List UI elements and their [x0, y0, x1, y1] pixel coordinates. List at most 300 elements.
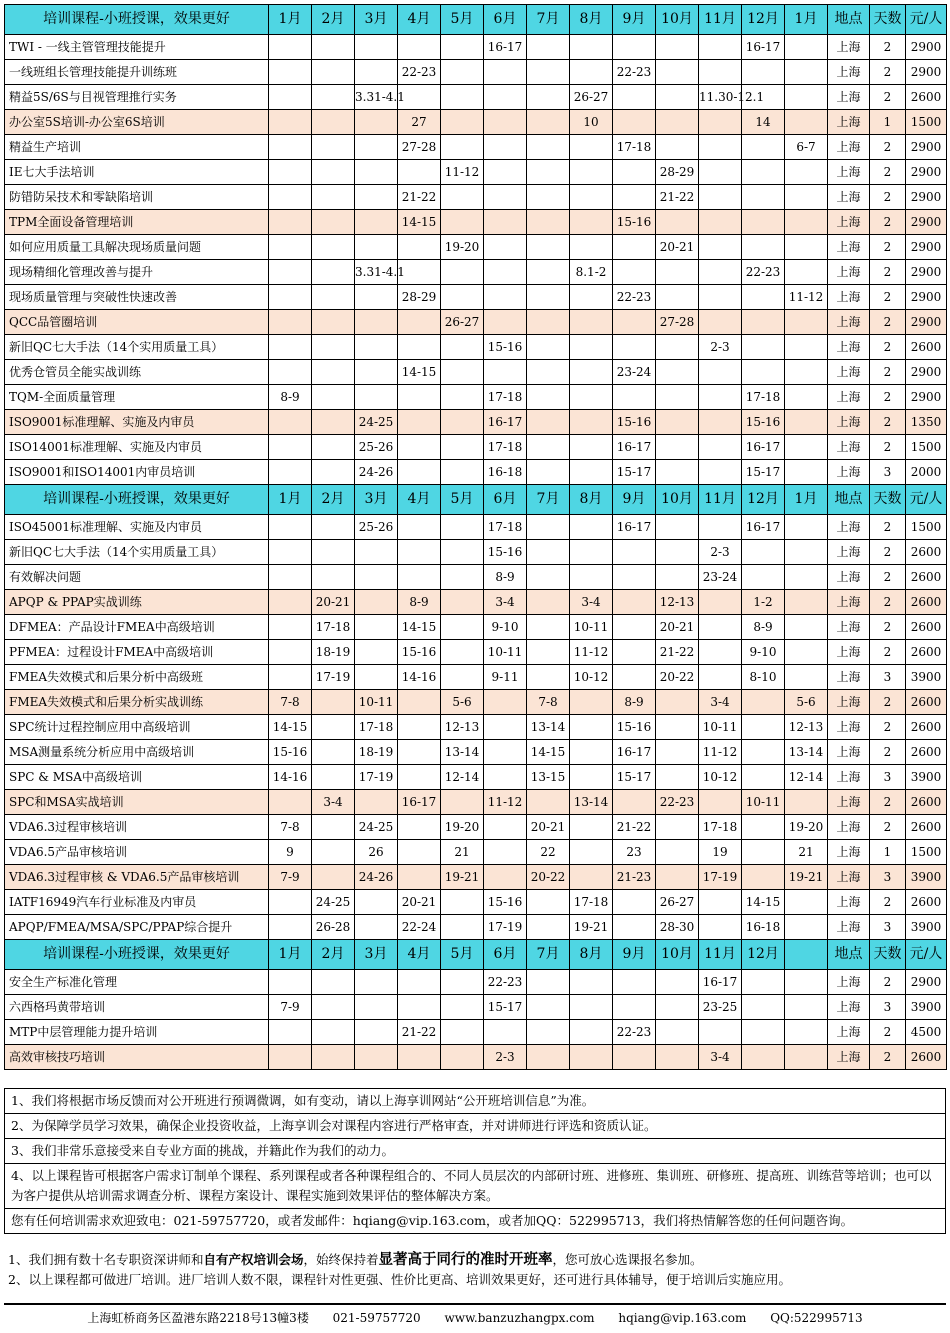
- days-cell: 1: [870, 110, 906, 135]
- date-cell: [699, 235, 742, 260]
- date-cell: [312, 540, 355, 565]
- date-cell: [613, 970, 656, 995]
- date-cell: 20-21: [312, 590, 355, 615]
- date-cell: [785, 790, 828, 815]
- date-cell: [269, 540, 312, 565]
- header-cell: 元/人: [906, 5, 947, 35]
- days-cell: 2: [870, 540, 906, 565]
- footer-address: 上海虹桥商务区盈港东路2218号13幢3楼: [87, 1311, 309, 1325]
- date-cell: [441, 665, 484, 690]
- date-cell: [570, 515, 613, 540]
- date-cell: 16-17: [398, 790, 441, 815]
- date-cell: [785, 970, 828, 995]
- date-cell: [441, 35, 484, 60]
- course-row: [5, 715, 947, 740]
- date-cell: [570, 715, 613, 740]
- date-cell: [312, 310, 355, 335]
- date-cell: [441, 995, 484, 1020]
- price-cell: 1500: [906, 110, 947, 135]
- date-cell: [785, 260, 828, 285]
- date-cell: [269, 615, 312, 640]
- date-cell: [398, 540, 441, 565]
- location-cell: 上海: [828, 815, 870, 840]
- date-cell: [699, 410, 742, 435]
- date-cell: [656, 60, 699, 85]
- bottom-note-1-c: ，始终保持着: [303, 1252, 379, 1267]
- header-cell: 8月: [570, 940, 613, 970]
- date-cell: [785, 615, 828, 640]
- price-cell: 2900: [906, 60, 947, 85]
- date-cell: [570, 185, 613, 210]
- date-cell: [355, 285, 398, 310]
- course-name: TPM全面设备管理培训: [5, 210, 269, 235]
- date-cell: [484, 740, 527, 765]
- date-cell: [570, 335, 613, 360]
- date-cell: 16-17: [742, 515, 785, 540]
- date-cell: 26-27: [441, 310, 484, 335]
- date-cell: [398, 815, 441, 840]
- location-cell: 上海: [828, 1020, 870, 1045]
- note-4: 4、以上课程皆可根据客户需求订制单个课程、系列课程或者各种课程组合的、不同人员层次的内部研讨班、进修班、集训班、研修班、提高班、训练营等培训；也可以为客户提供从培训需求调查分析、课程方案设计、课程实施到效果评估的整体解决方案。: [5, 1164, 946, 1209]
- date-cell: [613, 890, 656, 915]
- date-cell: [355, 235, 398, 260]
- header-cell: 9月: [613, 5, 656, 35]
- date-cell: 9-10: [742, 640, 785, 665]
- date-cell: [785, 1020, 828, 1045]
- date-cell: 26-28: [312, 915, 355, 940]
- location-cell: 上海: [828, 35, 870, 60]
- footer-email[interactable]: hqiang@vip.163.com: [618, 1311, 747, 1325]
- date-cell: 11-12: [699, 740, 742, 765]
- header-cell: 12月: [742, 5, 785, 35]
- date-cell: 10-11: [699, 715, 742, 740]
- date-cell: [398, 435, 441, 460]
- date-cell: [699, 35, 742, 60]
- date-cell: [484, 285, 527, 310]
- days-cell: 3: [870, 865, 906, 890]
- date-cell: 3-4: [312, 790, 355, 815]
- date-cell: [484, 310, 527, 335]
- date-cell: [656, 110, 699, 135]
- date-cell: [785, 185, 828, 210]
- date-cell: 20-22: [527, 865, 570, 890]
- date-cell: [699, 590, 742, 615]
- footer-website[interactable]: www.banzuzhangpx.com: [444, 1311, 595, 1325]
- course-row: [5, 85, 947, 110]
- date-cell: 11.30-12.1: [699, 85, 742, 110]
- date-cell: [355, 110, 398, 135]
- date-cell: [355, 640, 398, 665]
- date-cell: [312, 765, 355, 790]
- header-cell: 1月: [785, 5, 828, 35]
- date-cell: 15-16: [398, 640, 441, 665]
- date-cell: 14-15: [398, 210, 441, 235]
- date-cell: 16-17: [613, 435, 656, 460]
- date-cell: 16-17: [699, 970, 742, 995]
- course-name: APQP/FMEA/MSA/SPC/PPAP综合提升: [5, 915, 269, 940]
- date-cell: [441, 110, 484, 135]
- note-1: 1、我们将根据市场反馈而对公开班进行预调微调，如有变动，请以上海享训网站“公开班培训信息”为准。: [5, 1089, 946, 1114]
- date-cell: [742, 235, 785, 260]
- date-cell: [656, 135, 699, 160]
- date-cell: 17-18: [312, 615, 355, 640]
- header-cell: 5月: [441, 940, 484, 970]
- date-cell: [742, 135, 785, 160]
- course-name: APQP & PPAP实战训练: [5, 590, 269, 615]
- price-cell: 2900: [906, 260, 947, 285]
- course-name: 新旧QC七大手法（14个实用质量工具）: [5, 540, 269, 565]
- date-cell: [656, 85, 699, 110]
- date-cell: [699, 1020, 742, 1045]
- date-cell: [785, 995, 828, 1020]
- course-name: ISO9001标准理解、实施及内审员: [5, 410, 269, 435]
- course-row: [5, 1020, 947, 1045]
- date-cell: [785, 335, 828, 360]
- price-cell: 2900: [906, 970, 947, 995]
- header-cell: 3月: [355, 485, 398, 515]
- note-3: 3、我们非常乐意接受来自专业方面的挑战，并籍此作为我们的动力。: [5, 1139, 946, 1164]
- header-cell: 天数: [870, 485, 906, 515]
- date-cell: [785, 360, 828, 385]
- date-cell: 10-12: [570, 665, 613, 690]
- date-cell: [742, 310, 785, 335]
- date-cell: [355, 565, 398, 590]
- date-cell: [312, 740, 355, 765]
- date-cell: 17-18: [355, 715, 398, 740]
- date-cell: [312, 210, 355, 235]
- price-cell: 2600: [906, 790, 947, 815]
- contact-note: 您有任何培训需求欢迎致电：021-59757720，或者发邮件：hqiang@vip.163.com，或者加QQ：522995713，我们将热情解答您的任何问题咨询。: [5, 1209, 946, 1234]
- price-cell: 2900: [906, 210, 947, 235]
- date-cell: [785, 435, 828, 460]
- date-cell: [699, 665, 742, 690]
- date-cell: 7-9: [269, 865, 312, 890]
- date-cell: [742, 1045, 785, 1070]
- date-cell: 9-11: [484, 665, 527, 690]
- date-cell: [484, 210, 527, 235]
- price-cell: 2600: [906, 565, 947, 590]
- date-cell: [398, 715, 441, 740]
- header-cell: 3月: [355, 940, 398, 970]
- date-cell: 9: [269, 840, 312, 865]
- date-cell: 24-25: [355, 815, 398, 840]
- date-cell: [484, 765, 527, 790]
- date-cell: [355, 1020, 398, 1045]
- date-cell: 13-14: [441, 740, 484, 765]
- date-cell: 13-14: [570, 790, 613, 815]
- date-cell: [785, 460, 828, 485]
- date-cell: [441, 915, 484, 940]
- date-cell: [441, 970, 484, 995]
- date-cell: [699, 515, 742, 540]
- note-2: 2、为保障学员学习效果，确保企业投资收益，上海享训会对课程内容进行严格审查，并对讲师进行评选和资质认证。: [5, 1114, 946, 1139]
- date-cell: [398, 235, 441, 260]
- date-cell: [656, 210, 699, 235]
- date-cell: 23: [613, 840, 656, 865]
- date-cell: 15-16: [484, 540, 527, 565]
- date-cell: [355, 890, 398, 915]
- date-cell: 16-17: [742, 35, 785, 60]
- date-cell: [699, 260, 742, 285]
- date-cell: [484, 815, 527, 840]
- date-cell: [742, 715, 785, 740]
- date-cell: [656, 1045, 699, 1070]
- date-cell: 7-9: [269, 995, 312, 1020]
- date-cell: [785, 210, 828, 235]
- price-cell: 2900: [906, 360, 947, 385]
- date-cell: [742, 690, 785, 715]
- date-cell: [355, 310, 398, 335]
- date-cell: [527, 640, 570, 665]
- days-cell: 2: [870, 135, 906, 160]
- date-cell: [570, 160, 613, 185]
- date-cell: 8-9: [398, 590, 441, 615]
- course-row: [5, 185, 947, 210]
- date-cell: [742, 185, 785, 210]
- date-cell: [742, 995, 785, 1020]
- days-cell: 2: [870, 285, 906, 310]
- date-cell: [742, 970, 785, 995]
- location-cell: 上海: [828, 1045, 870, 1070]
- date-cell: [527, 385, 570, 410]
- date-cell: [656, 410, 699, 435]
- price-cell: 2600: [906, 1045, 947, 1070]
- course-name: FMEA失效模式和后果分析中高级班: [5, 665, 269, 690]
- date-cell: [269, 185, 312, 210]
- header-cell: 8月: [570, 5, 613, 35]
- date-cell: [613, 565, 656, 590]
- date-cell: 19-21: [441, 865, 484, 890]
- date-cell: [312, 285, 355, 310]
- header-cell: [785, 940, 828, 970]
- course-name: VDA6.3过程审核培训: [5, 815, 269, 840]
- price-cell: 2900: [906, 310, 947, 335]
- date-cell: [484, 840, 527, 865]
- location-cell: 上海: [828, 715, 870, 740]
- date-cell: [355, 590, 398, 615]
- course-row: [5, 640, 947, 665]
- course-row: [5, 335, 947, 360]
- date-cell: [269, 210, 312, 235]
- date-cell: [355, 790, 398, 815]
- date-cell: [656, 35, 699, 60]
- date-cell: [527, 590, 570, 615]
- price-cell: 1500: [906, 840, 947, 865]
- date-cell: 21-22: [398, 1020, 441, 1045]
- date-cell: [355, 160, 398, 185]
- course-row: [5, 310, 947, 335]
- course-name: SPC和MSA实战培训: [5, 790, 269, 815]
- course-name: 如何应用质量工具解决现场质量问题: [5, 235, 269, 260]
- date-cell: 17-18: [613, 135, 656, 160]
- date-cell: [570, 35, 613, 60]
- location-cell: 上海: [828, 790, 870, 815]
- date-cell: [398, 740, 441, 765]
- date-cell: [656, 565, 699, 590]
- date-cell: 21-22: [613, 815, 656, 840]
- date-cell: 28-29: [398, 285, 441, 310]
- days-cell: 2: [870, 1020, 906, 1045]
- date-cell: [613, 110, 656, 135]
- date-cell: 14-16: [269, 765, 312, 790]
- header-cell: 6月: [484, 5, 527, 35]
- header-cell: 地点: [828, 940, 870, 970]
- date-cell: 16-17: [613, 740, 656, 765]
- days-cell: 2: [870, 970, 906, 995]
- price-cell: 2600: [906, 815, 947, 840]
- date-cell: [355, 185, 398, 210]
- date-cell: 1-2: [742, 590, 785, 615]
- course-name: TWI - 一线主管管理技能提升: [5, 35, 269, 60]
- course-row: [5, 235, 947, 260]
- date-cell: 7-8: [269, 815, 312, 840]
- date-cell: 24-25: [312, 890, 355, 915]
- price-cell: 1500: [906, 515, 947, 540]
- date-cell: [312, 335, 355, 360]
- course-name: ISO14001标准理解、实施及内审员: [5, 435, 269, 460]
- date-cell: [269, 135, 312, 160]
- date-cell: 11-12: [441, 160, 484, 185]
- date-cell: 10: [570, 110, 613, 135]
- location-cell: 上海: [828, 385, 870, 410]
- date-cell: [742, 60, 785, 85]
- date-cell: [398, 840, 441, 865]
- date-cell: [656, 385, 699, 410]
- date-cell: [398, 690, 441, 715]
- date-cell: [312, 995, 355, 1020]
- date-cell: [785, 85, 828, 110]
- course-name: 六西格玛黄带培训: [5, 995, 269, 1020]
- date-cell: 11-12: [785, 285, 828, 310]
- header-course-title: 培训课程-小班授课，效果更好: [5, 940, 269, 970]
- date-cell: [527, 890, 570, 915]
- date-cell: 22: [527, 840, 570, 865]
- location-cell: 上海: [828, 615, 870, 640]
- date-cell: [441, 540, 484, 565]
- date-cell: [570, 1045, 613, 1070]
- location-cell: 上海: [828, 515, 870, 540]
- location-cell: 上海: [828, 590, 870, 615]
- footer: [0, 1309, 950, 1326]
- days-cell: 2: [870, 260, 906, 285]
- date-cell: [484, 185, 527, 210]
- date-cell: [312, 235, 355, 260]
- date-cell: 27-28: [398, 135, 441, 160]
- date-cell: [613, 385, 656, 410]
- header-cell: 6月: [484, 485, 527, 515]
- date-cell: [570, 435, 613, 460]
- days-cell: 2: [870, 235, 906, 260]
- date-cell: 24-25: [355, 410, 398, 435]
- date-cell: 19-20: [441, 815, 484, 840]
- date-cell: [355, 665, 398, 690]
- header-cell: 1月: [269, 485, 312, 515]
- date-cell: [742, 815, 785, 840]
- location-cell: 上海: [828, 665, 870, 690]
- date-cell: 10-11: [570, 615, 613, 640]
- days-cell: 2: [870, 310, 906, 335]
- date-cell: 21-22: [656, 185, 699, 210]
- date-cell: [742, 1020, 785, 1045]
- date-cell: [527, 235, 570, 260]
- date-cell: [656, 865, 699, 890]
- date-cell: [441, 515, 484, 540]
- date-cell: [742, 565, 785, 590]
- date-cell: [570, 210, 613, 235]
- date-cell: 20-21: [656, 615, 699, 640]
- date-cell: 17-19: [699, 865, 742, 890]
- date-cell: [441, 285, 484, 310]
- date-cell: [785, 665, 828, 690]
- days-cell: 3: [870, 665, 906, 690]
- date-cell: 27: [398, 110, 441, 135]
- date-cell: [484, 235, 527, 260]
- price-cell: 2600: [906, 615, 947, 640]
- date-cell: [613, 310, 656, 335]
- date-cell: [269, 515, 312, 540]
- date-cell: [613, 640, 656, 665]
- date-cell: [269, 410, 312, 435]
- header-cell: 1月: [785, 485, 828, 515]
- date-cell: 7-8: [269, 690, 312, 715]
- location-cell: 上海: [828, 60, 870, 85]
- date-cell: [613, 260, 656, 285]
- course-name: DFMEA：产品设计FMEA中高级培训: [5, 615, 269, 640]
- date-cell: 22-23: [656, 790, 699, 815]
- header-cell: 10月: [656, 5, 699, 35]
- header-cell: 元/人: [906, 485, 947, 515]
- date-cell: [527, 35, 570, 60]
- date-cell: 14-15: [527, 740, 570, 765]
- price-cell: 2600: [906, 740, 947, 765]
- date-cell: [570, 135, 613, 160]
- date-cell: [527, 565, 570, 590]
- course-row: [5, 690, 947, 715]
- date-cell: [355, 970, 398, 995]
- date-cell: [398, 460, 441, 485]
- header-cell: 4月: [398, 485, 441, 515]
- date-cell: 24-26: [355, 460, 398, 485]
- date-cell: 22-23: [613, 285, 656, 310]
- date-cell: 19-20: [441, 235, 484, 260]
- location-cell: 上海: [828, 540, 870, 565]
- date-cell: 22-23: [613, 1020, 656, 1045]
- course-name: 安全生产标准化管理: [5, 970, 269, 995]
- notes-table: [4, 1088, 946, 1234]
- days-cell: 2: [870, 815, 906, 840]
- date-cell: [484, 715, 527, 740]
- date-cell: [699, 210, 742, 235]
- date-cell: 20-21: [398, 890, 441, 915]
- date-cell: [527, 615, 570, 640]
- date-cell: [656, 285, 699, 310]
- date-cell: [355, 335, 398, 360]
- date-cell: [699, 915, 742, 940]
- course-row: [5, 60, 947, 85]
- date-cell: 14-15: [269, 715, 312, 740]
- course-name: TQM-全面质量管理: [5, 385, 269, 410]
- date-cell: [699, 185, 742, 210]
- date-cell: [613, 540, 656, 565]
- date-cell: [527, 135, 570, 160]
- date-cell: 8.1-2: [570, 260, 613, 285]
- course-name: IE七大手法培训: [5, 160, 269, 185]
- date-cell: [269, 970, 312, 995]
- date-cell: [785, 540, 828, 565]
- header-cell: 元/人: [906, 940, 947, 970]
- date-cell: 28-29: [656, 160, 699, 185]
- date-cell: [527, 185, 570, 210]
